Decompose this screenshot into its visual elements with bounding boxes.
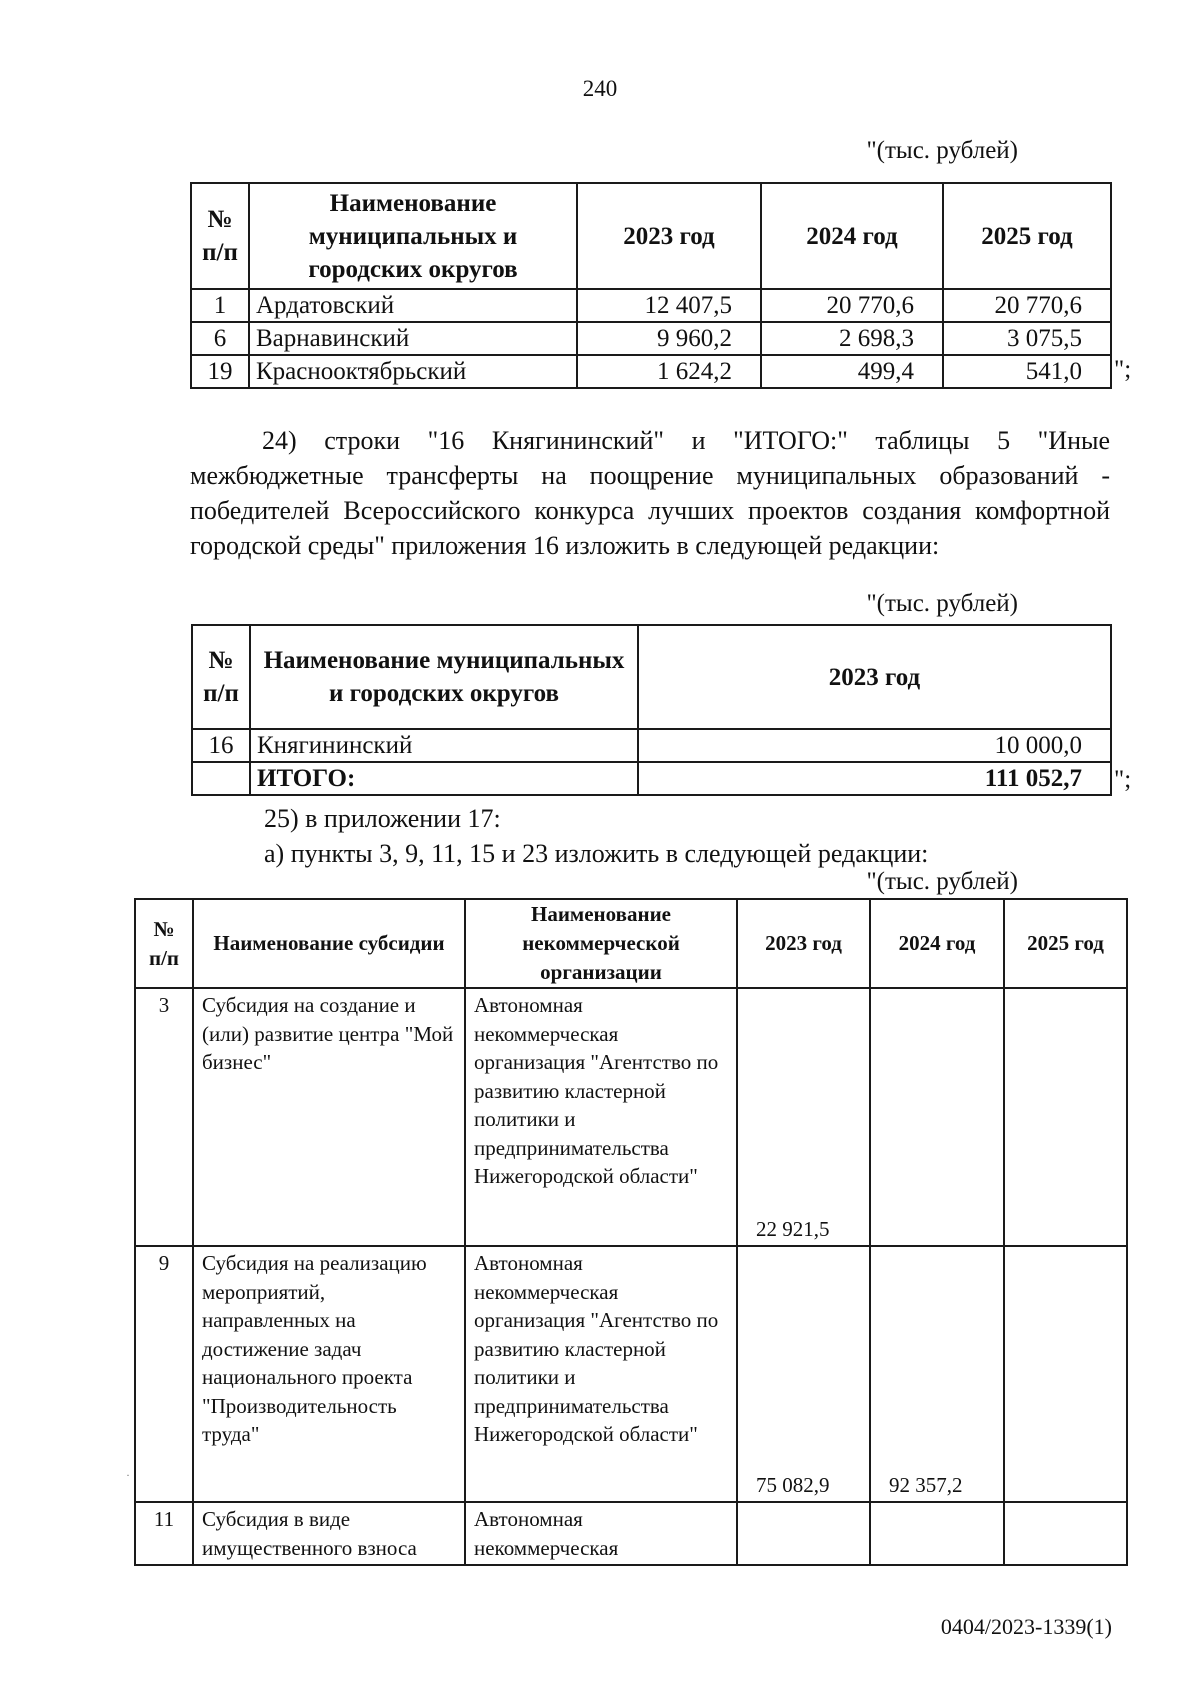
row-org: Автономная некоммерческая — [465, 1502, 737, 1565]
total-2023: 111 052,7 — [638, 762, 1111, 795]
row-2023: 10 000,0 — [638, 729, 1111, 762]
row-2025 — [1004, 1246, 1127, 1502]
row-number: 3 — [135, 988, 193, 1246]
row-2024: 20 770,6 — [761, 289, 943, 322]
table2-unit: "(тыс. рублей) — [866, 590, 1018, 617]
scan-mark: · — [126, 1468, 130, 1482]
row-2023: 22 921,5 — [737, 988, 870, 1246]
table3-header-org: Наименование некоммерческой организации — [465, 899, 737, 988]
table3-header-2025: 2025 год — [1004, 899, 1127, 988]
table1-close-quote: "; — [1114, 356, 1132, 383]
table3-header-subsidy: Наименование субсидии — [193, 899, 465, 988]
row-org: Автономная некоммерческая организация "Агентство по развитию кластерной политики и предпринимательства Нижегородской области" — [465, 988, 737, 1246]
table-row-total — [192, 762, 1111, 795]
row-2024: 92 357,2 — [870, 1246, 1004, 1502]
table3-header-2023: 2023 год — [737, 899, 870, 988]
table3-header-num: № п/п — [135, 899, 193, 988]
row-2023: 12 407,5 — [577, 289, 761, 322]
row-2025: 3 075,5 — [943, 322, 1111, 355]
row-2024 — [870, 988, 1004, 1246]
paragraph-24: 24) строки "16 Княгининский" и "ИТОГО:" таблицы 5 "Иные межбюджетные трансферты на поощрение муниципальных образований - победителей Всероссийского конкурса лучших проектов создания комфортной городской среды" приложения 16 изложить в следующей редакции: — [190, 426, 1110, 560]
table-row — [191, 289, 1111, 322]
row-2023: 9 960,2 — [577, 322, 761, 355]
paragraph-25: 25) в приложении 17: — [264, 804, 501, 833]
row-2025 — [1004, 1502, 1127, 1565]
row-number: 1 — [191, 289, 249, 322]
table-row — [192, 729, 1111, 762]
table1-header-2025: 2025 год — [943, 183, 1111, 289]
table-row — [191, 355, 1111, 388]
row-2023 — [737, 1502, 870, 1565]
table1-header-2023: 2023 год — [577, 183, 761, 289]
total-label: ИТОГО: — [250, 762, 638, 795]
row-number — [192, 762, 250, 795]
table3-unit: "(тыс. рублей) — [866, 868, 1018, 895]
table-row — [191, 322, 1111, 355]
row-subsidy: Субсидия на создание и (или) развитие центра "Мой бизнес" — [193, 988, 465, 1246]
row-number: 16 — [192, 729, 250, 762]
row-2023: 75 082,9 — [737, 1246, 870, 1502]
table3-header-2024: 2024 год — [870, 899, 1004, 988]
paragraph-25a: а) пункты 3, 9, 11, 15 и 23 изложить в следующей редакции: — [264, 839, 929, 868]
table-row — [135, 1246, 1127, 1502]
row-name: Варнавинский — [249, 322, 577, 355]
table-row — [135, 1502, 1127, 1565]
row-2024: 2 698,3 — [761, 322, 943, 355]
table2-header-2023: 2023 год — [638, 625, 1111, 729]
table2-close-quote: "; — [1114, 766, 1132, 793]
row-2025: 20 770,6 — [943, 289, 1111, 322]
row-2024 — [870, 1502, 1004, 1565]
row-name: Ардатовский — [249, 289, 577, 322]
row-subsidy: Субсидия в виде имущественного взноса — [193, 1502, 465, 1565]
row-2025: 541,0 — [943, 355, 1111, 388]
row-subsidy: Субсидия на реализацию мероприятий, направленных на достижение задач национального проекта "Производительность труда" — [193, 1246, 465, 1502]
table-row — [135, 988, 1127, 1246]
row-2024: 499,4 — [761, 355, 943, 388]
table1-header-num: № п/п — [191, 183, 249, 289]
row-name: Краснооктябрьский — [249, 355, 577, 388]
row-org: Автономная некоммерческая организация "Агентство по развитию кластерной политики и предпринимательства Нижегородской области" — [465, 1246, 737, 1502]
row-2025 — [1004, 988, 1127, 1246]
table2-header-num: № п/п — [192, 625, 250, 729]
row-name: Княгининский — [250, 729, 638, 762]
table1-unit: "(тыс. рублей) — [866, 137, 1018, 164]
row-number: 9 — [135, 1246, 193, 1502]
table2 — [191, 624, 1112, 796]
row-number: 11 — [135, 1502, 193, 1565]
row-number: 19 — [191, 355, 249, 388]
page-number: 240 — [582, 76, 618, 101]
row-2023: 1 624,2 — [577, 355, 761, 388]
table1-header-name: Наименование муниципальных и городских округов — [249, 183, 577, 289]
table1 — [190, 182, 1112, 389]
table1-header-2024: 2024 год — [761, 183, 943, 289]
table2-header-name: Наименование муниципальных и городских округов — [250, 625, 638, 729]
document-code: 0404/2023-1339(1) — [940, 1614, 1112, 1639]
row-number: 6 — [191, 322, 249, 355]
table3 — [134, 898, 1128, 1566]
